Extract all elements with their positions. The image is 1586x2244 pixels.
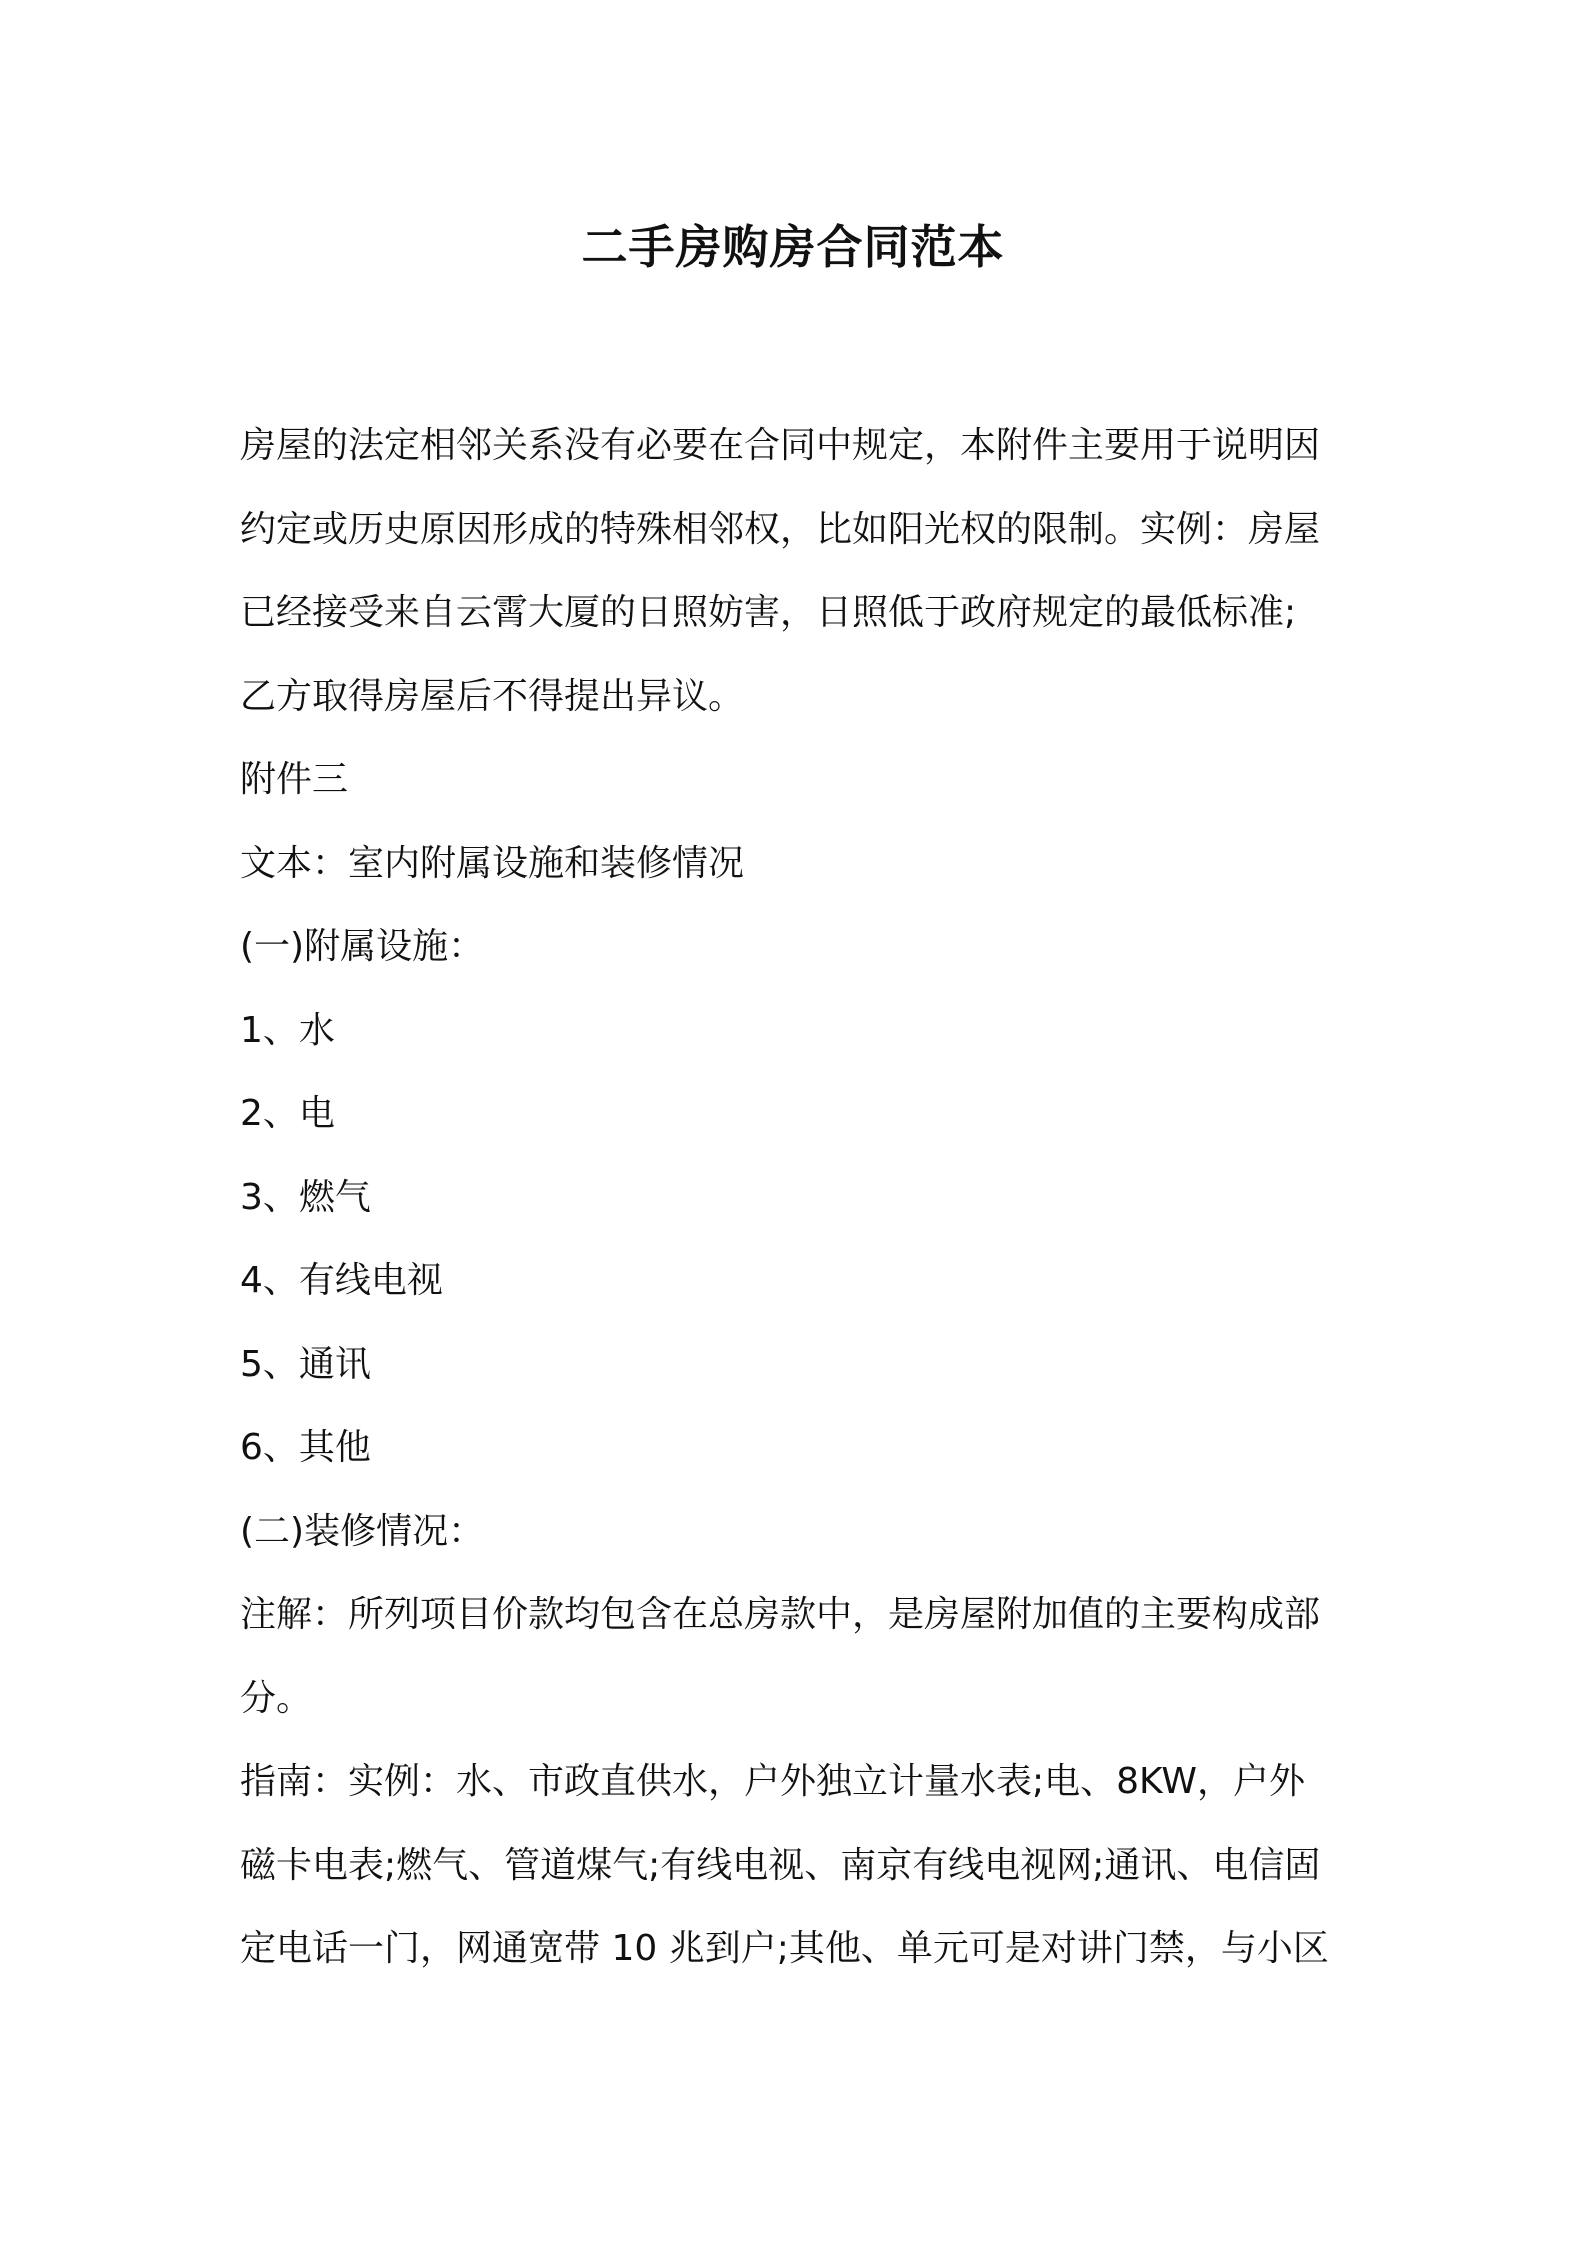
facility-item-other: 6、其他 [240, 1427, 371, 1468]
facility-item-water: 1、水 [240, 1009, 335, 1051]
paragraph-line: 已经接受来自云霄大厦的日照妨害，日照低于政府规定的最低标准; [240, 592, 1297, 633]
document-title: 二手房购房合同范本 [581, 220, 1005, 274]
facilities-section-heading: (一)附属设施： [240, 926, 485, 967]
attachment-heading: 附件三 [240, 759, 349, 800]
paragraph-line: 磁卡电表;燃气、管道煤气;有线电视、南京有线电视网;通讯、电信固 [240, 1844, 1321, 1886]
text-heading: 文本：室内附属设施和装修情况 [240, 842, 745, 884]
facility-item-electricity: 2、电 [240, 1093, 335, 1134]
decoration-section-heading: (二)装修情况： [240, 1510, 485, 1552]
paragraph-line: 定电话一门，网通宽带 10 兆到户;其他、单元可是对讲门禁，与小区 [240, 1928, 1329, 1969]
guide-paragraph [240, 1740, 1352, 1991]
note-paragraph [240, 1573, 1352, 1740]
paragraph-line: 指南：实例：水、市政直供水，户外独立计量水表;电、8KW，户外 [240, 1761, 1305, 1802]
neighbor-rights-paragraph [240, 404, 1352, 738]
paragraph-line: 乙方取得房屋后不得提出异议。 [240, 675, 745, 717]
document-body [240, 404, 1352, 1991]
paragraph-line: 房屋的法定相邻关系没有必要在合同中规定，本附件主要用于说明因 [240, 425, 1321, 466]
paragraph-line: 分。 [240, 1677, 313, 1719]
paragraph-line: 注解：所列项目价款均包含在总房款中，是房屋附加值的主要构成部 [240, 1594, 1321, 1635]
paragraph-line: 约定或历史原因形成的特殊相邻权，比如阳光权的限制。实例：房屋 [240, 508, 1321, 550]
facility-item-telecom: 5、通讯 [240, 1343, 371, 1385]
facility-item-cable-tv: 4、有线电视 [240, 1260, 443, 1301]
facility-item-gas: 3、燃气 [240, 1176, 371, 1218]
